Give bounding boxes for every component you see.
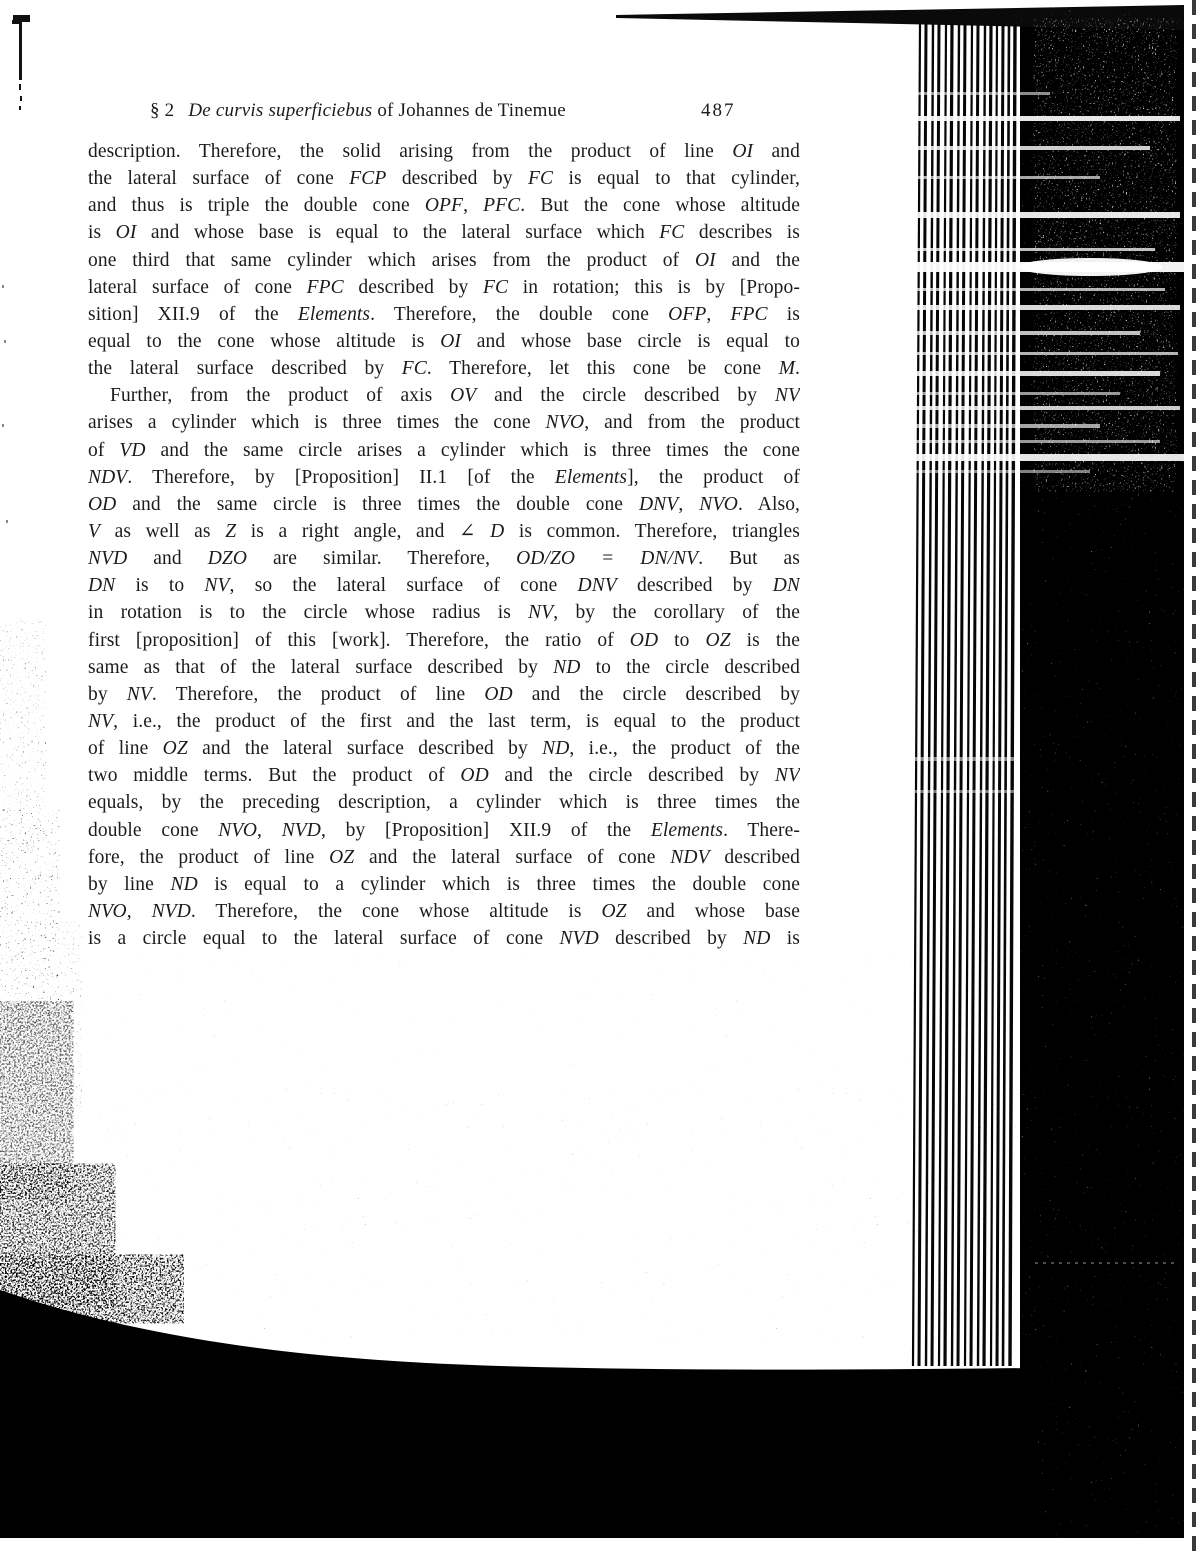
text-line: by line ND is equal to a cylinder which is three times the double cone (88, 873, 800, 895)
text-line: and thus is triple the double cone OPF, PFC. But the cone whose altitude (88, 195, 800, 217)
math-term: FC (482, 276, 509, 298)
text-line: of VD and the same circle arises a cylinder which is three times the cone (88, 439, 800, 461)
text-line: Further, from the product of axis OV and the circle described by NV (110, 385, 800, 407)
ink-mark (12, 15, 30, 110)
math-term: DN (772, 575, 800, 597)
text-line: one third that same cylinder which arises from the product of OI and the (88, 249, 800, 271)
text-line: NVD and DZO are similar. Therefore, OD/ZO = DN/NV. But as (88, 548, 800, 570)
math-term: NVD (281, 819, 321, 841)
math-term: ND (542, 738, 570, 760)
math-term: FPC (306, 276, 344, 298)
math-term: NVO (699, 493, 738, 515)
math-term: OZ (329, 846, 355, 868)
text-line: double cone NVO, NVD, by [Proposition] XII.9 of the Elements. There- (88, 819, 800, 841)
math-term: D (490, 520, 505, 542)
math-term: OD/ZO = DN/NV (516, 548, 699, 570)
math-term: OZ (705, 629, 731, 651)
text-line: lateral surface of cone FPC described by FC in rotation; this is by [Propo- (88, 276, 800, 298)
text-line: the lateral surface of cone FCP described by FC is equal to that cylinder, (88, 168, 800, 190)
math-term: NV (88, 710, 114, 732)
math-term: NDV (670, 846, 710, 868)
math-term: OD (88, 493, 117, 515)
math-term: OV (450, 385, 477, 407)
math-term: DZO (207, 548, 247, 570)
math-term: NV (126, 683, 152, 705)
math-term: NV (774, 765, 800, 787)
math-term: NVO (218, 819, 258, 841)
math-term: OI (440, 330, 461, 352)
math-term: ND (553, 656, 581, 678)
math-term: FCP (349, 168, 387, 190)
text-line: by NV. Therefore, the product of line OD and the circle described by (88, 683, 800, 705)
math-term: VD (119, 439, 146, 461)
text-line: equal to the cone whose altitude is OI and whose base circle is equal to (88, 330, 800, 352)
text-line: sition] XII.9 of the Elements. Therefore, the double cone OFP, FPC is (88, 303, 800, 325)
math-term: NV (204, 575, 230, 597)
math-term: OD (460, 765, 489, 787)
text-line: of line OZ and the lateral surface described by ND, i.e., the product of the (88, 738, 800, 760)
math-term: NV (528, 602, 554, 624)
math-term: Z (225, 520, 237, 542)
page-header (88, 100, 800, 126)
math-term: NVD (151, 900, 191, 922)
math-term: OFP (668, 303, 707, 325)
math-term: ND (170, 873, 198, 895)
math-term: DNV (577, 575, 617, 597)
math-term: FC (527, 168, 554, 190)
math-term: OD (629, 629, 659, 651)
math-term: OI (732, 141, 754, 162)
math-term: FPC (730, 303, 768, 325)
text-line: first [proposition] of this [work]. Therefore, the ratio of OD to OZ is the (88, 629, 800, 651)
text-line: V as well as Z is a right angle, and ∠ D is common. Therefore, triangles (88, 520, 800, 542)
text-line: NDV. Therefore, by [Proposition] II.1 [of the Elements], the product of (88, 466, 800, 488)
math-term: DNV (639, 493, 679, 515)
section-mark: § 2 (150, 100, 175, 121)
math-term: Elements (554, 466, 628, 488)
work-title: De curvis superficiebus (188, 100, 373, 121)
math-term: OD (484, 683, 513, 705)
text-line: NVO, NVD. Therefore, the cone whose altitude is OZ and whose base (88, 900, 800, 922)
math-term: NVD (88, 548, 128, 570)
text-line: same as that of the lateral surface described by ND to the circle described (88, 656, 800, 678)
math-term: NV (774, 385, 800, 407)
math-term: DN (88, 575, 116, 597)
text-line: arises a cylinder which is three times the cone NVO, and from the product (88, 412, 800, 434)
math-term: FC (401, 358, 427, 380)
math-term: M (778, 358, 796, 380)
text-line: fore, the product of line OZ and the lateral surface of cone NDV described (88, 846, 800, 868)
math-term: ND (743, 928, 771, 950)
math-term: Elements (297, 303, 371, 325)
running-head (150, 100, 566, 121)
text-line: equals, by the preceding description, a cylinder which is three times the (88, 792, 800, 814)
math-term: OI (115, 222, 137, 244)
text-line: OD and the same circle is three times the double cone DNV, NVO. Also, (88, 493, 800, 515)
math-term: Elements (650, 819, 724, 841)
math-term: V (88, 520, 101, 542)
math-term: OZ (601, 900, 627, 922)
math-term: NVO (545, 412, 585, 434)
text-line: description. Therefore, the solid arising from the product of line OI and (88, 141, 800, 162)
math-term: NVD (559, 928, 599, 950)
text-line: in rotation is to the circle whose radius is NV, by the corollary of the (88, 602, 800, 624)
body-text (88, 138, 800, 952)
math-term: OZ (162, 738, 188, 760)
math-term: PFC (483, 195, 521, 217)
text-line: NV, i.e., the product of the first and the last term, is equal to the product (88, 710, 800, 732)
text-line: is OI and whose base is equal to the lateral surface which FC describes is (88, 222, 800, 244)
math-term: NVO (88, 900, 127, 922)
math-term: NDV (88, 466, 128, 488)
text-line: DN is to NV, so the lateral surface of cone DNV described by DN (88, 575, 800, 597)
math-term: OPF (424, 195, 464, 217)
math-term: OI (694, 249, 716, 271)
page-number: 487 (701, 100, 736, 121)
text-line: two middle terms. But the product of OD and the circle described by NV (88, 765, 800, 787)
page-content (88, 100, 800, 952)
math-term: FC (659, 222, 685, 244)
text-line: the lateral surface described by FC. Therefore, let this cone be cone M. (88, 358, 800, 380)
text-line: is a circle equal to the lateral surface of cone NVD described by ND is (88, 928, 800, 950)
work-title-rest: of Johannes de Tinemue (377, 100, 566, 121)
